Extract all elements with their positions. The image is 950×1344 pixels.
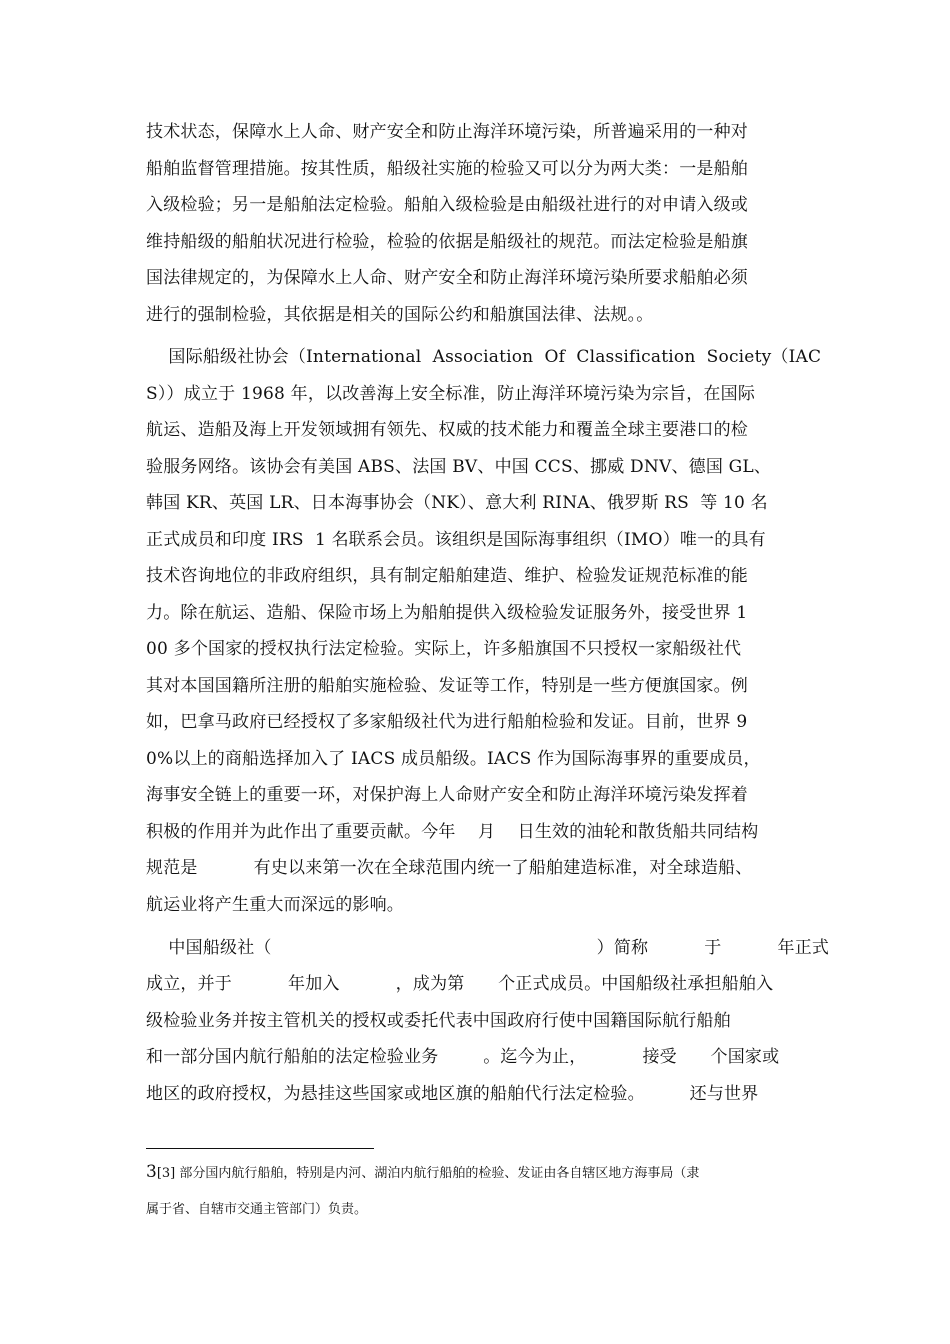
body-text-line: 进行的强制检验，其依据是相关的国际公约和船旗国法律、法规。。 [146, 305, 654, 325]
footnote-separator [146, 1148, 374, 1149]
footnote-reference: [3] [156, 1166, 176, 1181]
body-text-line: 航运业将产生重大而深远的影响。 [146, 895, 404, 915]
body-text-line: 成立，并于 年加入 ，成为第 个正式成员。中国船级社承担船舶入 [146, 974, 774, 994]
body-text-line: 正式成员和印度 IRS 1 名联系会员。该组织是国际海事组织（IMO）唯一的具有 [146, 530, 766, 550]
body-text-line: 积极的作用并为此作出了重要贡献。今年 月 日生效的油轮和散货船共同结构 [146, 822, 759, 842]
body-text-line: 航运、造船及海上开发领域拥有领先、权威的技术能力和覆盖全球主要港口的检 [146, 420, 748, 440]
footnote-line: 属于省、自辖市交通主管部门）负责。 [146, 1202, 368, 1217]
body-text-line: 地区的政府授权，为悬挂这些国家或地区旗的船舶代行法定检验。 还与世界 [146, 1084, 759, 1104]
footnote-text: 部分国内航行船舶，特别是内河、湖泊内航行船舶的检验、发证由各自辖区地方海事局（隶 [175, 1166, 700, 1181]
body-text-line: 力。除在航运、造船、保险市场上为船舶提供入级检验发证服务外，接受世界 1 [146, 603, 748, 623]
body-text-line: 韩国 KR、英国 LR、日本海事协会（NK）、意大利 RINA、俄罗斯 RS 等 10 名 [146, 493, 768, 513]
body-text-line: 入级检验；另一是船舶法定检验。船舶入级检验是由船级社进行的对申请入级或 [146, 195, 748, 215]
body-text-line: 技术咨询地位的非政府组织，具有制定船舶建造、维护、检验发证规范标准的能 [146, 566, 748, 586]
body-text-line: 维持船级的船舶状况进行检验，检验的依据是船级社的规范。而法定检验是船旗 [146, 232, 748, 252]
body-text-line: 中国船级社（ ）简称 于 年正式 [146, 938, 830, 958]
body-text-line: 00 多个国家的授权执行法定检验。实际上，许多船旗国不只授权一家船级社代 [146, 639, 742, 659]
body-text-line: 验服务网络。该协会有美国 ABS、法国 BV、中国 CCS、挪威 DNV、德国 GL、 [146, 457, 772, 477]
body-text-line: 技术状态，保障水上人命、财产安全和防止海洋环境污染，所普遍采用的一种对 [146, 122, 748, 142]
body-text-line: 如，巴拿马政府已经授权了多家船级社代为进行船舶检验和发证。目前，世界 9 [146, 712, 748, 732]
body-text-line: 船舶监督管理措施。按其性质，船级社实施的检验又可以分为两大类：一是船舶 [146, 159, 748, 179]
footnote-line [146, 1162, 699, 1184]
body-text-line: 海事安全链上的重要一环，对保护海上人命财产安全和防止海洋环境污染发挥着 [146, 785, 748, 805]
body-text-line: S））成立于 1968 年，以改善海上安全标准，防止海洋环境污染为宗旨，在国际 [146, 384, 756, 404]
body-text-line: 规范是 有史以来第一次在全球范围内统一了船舶建造标准，对全球造船、 [146, 858, 753, 878]
body-text-line: 其对本国国籍所注册的船舶实施检验、发证等工作，特别是一些方便旗国家。例 [146, 676, 748, 696]
footnote-mark: 3 [146, 1162, 157, 1182]
body-text-line: 0%以上的商船选择加入了 IACS 成员船级。IACS 作为国际海事界的重要成员， [146, 749, 761, 769]
body-text-line: 级检验业务并按主管机关的授权或委托代表中国政府行使中国籍国际航行船舶 [146, 1011, 731, 1031]
body-text-line: 国法律规定的，为保障水上人命、财产安全和防止海洋环境污染所要求船舶必须 [146, 268, 748, 288]
body-text-line: 国际船级社协会（International Association Of Classification Society（IAC [146, 347, 822, 367]
body-text-line: 和一部分国内航行船舶的法定检验业务 。迄今为止， 接受 个国家或 [146, 1047, 780, 1067]
